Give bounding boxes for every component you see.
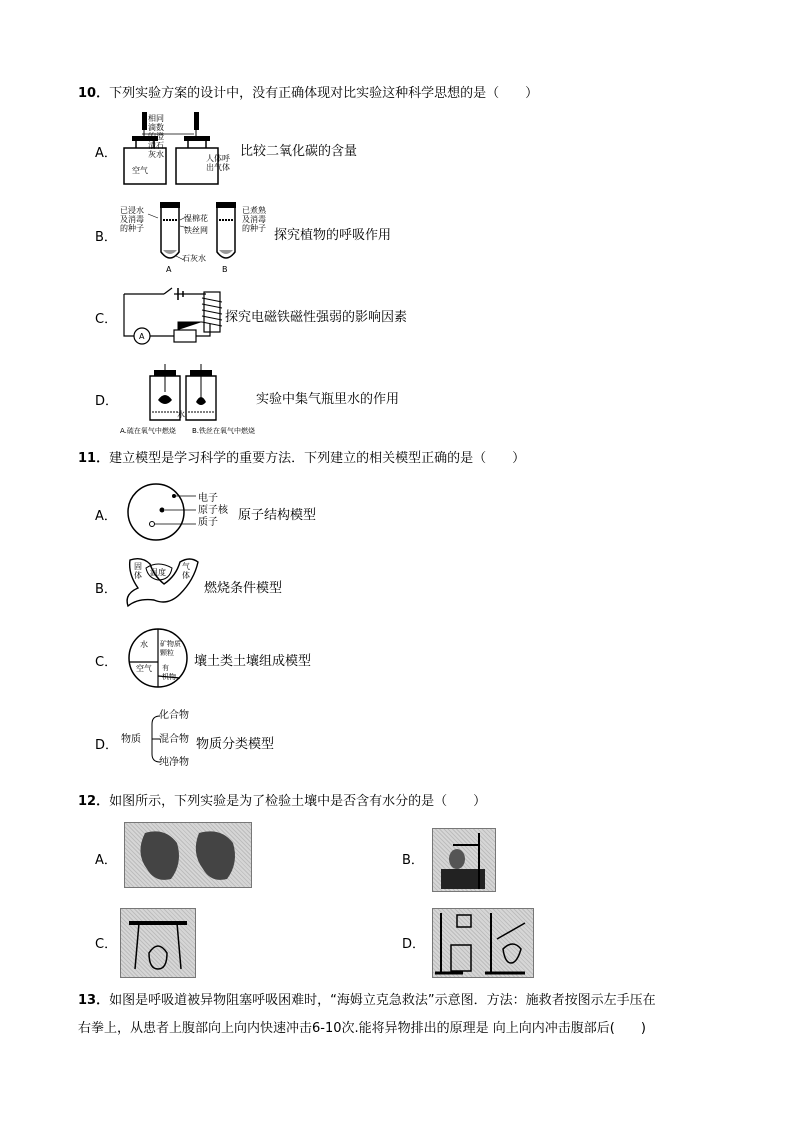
fig-label: 化合物 (159, 710, 189, 721)
fig-label: 固 体 (134, 562, 142, 580)
option-caption-10a: 比较二氧化碳的含量 (240, 144, 358, 159)
fig-label-water: 水 (177, 410, 185, 419)
question-13 (78, 989, 758, 1008)
fig-label-air: 空气 (132, 166, 148, 175)
option-label-12c: C． (95, 937, 118, 952)
fig-label: 气 体 (182, 562, 190, 580)
fig-label: 温度 (150, 568, 166, 577)
option-label-12a: A． (95, 853, 117, 868)
atom-model-diagram (124, 482, 204, 544)
question-text: 下列实验方案的设计中，没有正确体现对比实验这种科学思想的是（ ） (109, 86, 539, 101)
question-text-line1: 如图是呼吸道被异物阻塞呼吸困难时，“海姆立克急救法”示意图．方法：施救者按图示左手压在 (109, 993, 656, 1008)
fig-caption-a: A.硫在氧气中燃烧 (120, 427, 176, 435)
ammeter-label: A (139, 332, 145, 341)
option-caption-10d: 实验中集气瓶里水的作用 (256, 392, 400, 407)
fig-label: 混合物 (159, 734, 189, 745)
fig-label: 物质 (121, 734, 141, 745)
fig-label: 有 机物 (162, 664, 176, 681)
circuit-diagram (120, 284, 230, 350)
burner-heating-image (120, 908, 196, 978)
fig-caption-b: B.铁丝在氧气中燃烧 (192, 427, 256, 435)
option-caption-10c: 探究电磁铁磁性强弱的影响因素 (225, 310, 408, 325)
fig-label: 相同 滴数 的澄 清石 灰水 (148, 114, 164, 159)
fig-label: 湿棉花 (184, 214, 208, 223)
option-caption-11d: 物质分类模型 (196, 737, 275, 752)
question-text-line2: 右拳上，从患者上腹部向上向内快速冲击6-10次.能将异物排出的原理是 向上向内冲击腹部后( ) (78, 1021, 646, 1036)
question-12 (78, 790, 486, 809)
question-number: 12． (78, 794, 110, 809)
fig-label: 电子 原子核 质子 (198, 493, 228, 528)
fig-label-b: B (222, 265, 228, 274)
option-label-10a: A． (95, 146, 117, 161)
question-text: 如图所示，下列实验是为了检验土壤中是否含有水分的是（ ） (109, 794, 487, 809)
question-number: 10． (78, 86, 110, 101)
filtration-apparatus-image (432, 908, 534, 978)
heating-apparatus-image (432, 828, 496, 892)
question-11 (78, 447, 525, 466)
fig-label-exhaled: 人体呼 出气体 (206, 154, 230, 172)
option-label-12b: B． (402, 853, 424, 868)
gas-jar-diagram (140, 362, 240, 424)
question-10 (78, 82, 538, 101)
option-caption-11a: 原子结构模型 (238, 508, 317, 523)
option-label-12d: D． (402, 937, 426, 952)
option-label-10c: C． (95, 312, 118, 327)
soil-composition-diagram (124, 626, 194, 690)
question-number: 13． (78, 993, 110, 1008)
fig-label: 矿物质 颗粒 (160, 640, 181, 657)
fig-label: 石灰水 (182, 254, 206, 263)
option-caption-11b: 燃烧条件模型 (204, 581, 283, 596)
fig-label: 已煮熟 及消毒 的种子 (242, 206, 266, 233)
fig-label: 纯净物 (159, 757, 189, 768)
question-number: 11． (78, 451, 110, 466)
question-text: 建立模型是学习科学的重要方法．下列建立的相关模型正确的是（ ） (109, 451, 526, 466)
fig-label: 铁丝网 (184, 226, 208, 235)
fig-label: 已浸水 及消毒 的种子 (120, 206, 144, 233)
fig-label-a: A (166, 265, 172, 274)
option-caption-10b: 探究植物的呼吸作用 (274, 228, 392, 243)
soil-squeeze-image (124, 822, 252, 888)
option-label-10d: D． (95, 394, 119, 409)
option-label-10b: B． (95, 230, 117, 245)
option-caption-11c: 壤土类土壤组成模型 (194, 654, 312, 669)
option-label-11a: A． (95, 509, 117, 524)
option-label-11d: D． (95, 738, 119, 753)
option-label-11c: C． (95, 655, 118, 670)
fig-label: 水 (140, 640, 148, 649)
fig-label: 空气 (136, 664, 152, 673)
option-label-11b: B． (95, 582, 117, 597)
gas-bottle-diagram (118, 110, 240, 188)
